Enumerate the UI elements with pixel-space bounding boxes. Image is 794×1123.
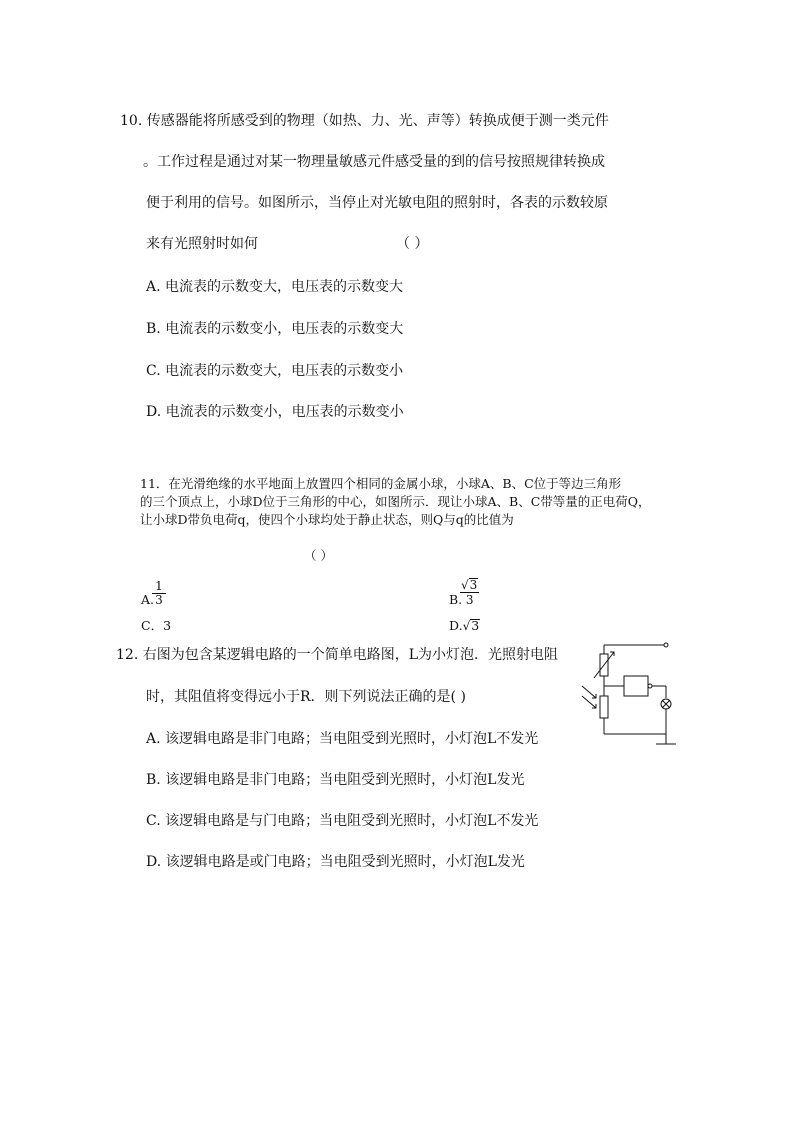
q11-option-b-label: B. xyxy=(449,592,463,607)
q10-option-a: A. 电流表的示数变大，电压表的示数变大 xyxy=(146,279,404,295)
sqrt-radicand: 3 xyxy=(469,578,478,592)
q10-line-4: 来有光照射时如何 xyxy=(146,236,258,252)
q10-option-c: C. 电流表的示数变大，电压表的示数变小 xyxy=(146,363,404,379)
sqrt-symbol: √ xyxy=(461,578,469,592)
fraction-numerator xyxy=(460,578,479,593)
q10-answer-bracket: （ ） xyxy=(396,236,429,252)
variable-arrow xyxy=(594,652,614,678)
q11-line-2: 的三个顶点上，小球D位于三角形的中心，如图所示．现让小球A、B、C带等量的正电荷Q， xyxy=(140,494,651,509)
q11-option-d xyxy=(449,618,480,634)
q10-line-3: 便于利用的信号。如图所示，当停止对光敏电阻的照射时，各表的示数较原 xyxy=(146,195,608,211)
gate-output-bubble xyxy=(648,684,652,688)
q12-option-a: A. 该逻辑电路是非门电路；当电阻受到光照时，小灯泡L不发光 xyxy=(146,731,539,747)
fraction-denominator: 3 xyxy=(155,593,163,607)
sqrt-radicand: 3 xyxy=(471,618,480,633)
logic-gate xyxy=(624,676,648,696)
q11-line-1: 11．在光滑绝缘的水平地面上放置四个相同的金属小球，小球A、B、C位于等边三角形 xyxy=(140,476,622,491)
q11-option-c: C．3 xyxy=(141,618,172,633)
q12-option-d: D. 该逻辑电路是或门电路；当电阻受到光照时，小灯泡L发光 xyxy=(146,854,525,870)
q12-line-2: 时，其阻值将变得远小于R．则下列说法正确的是( ) xyxy=(146,689,466,705)
sqrt-symbol: √ xyxy=(462,619,471,633)
photoresistor xyxy=(600,696,608,718)
logic-circuit-diagram xyxy=(570,640,680,755)
q10-option-d: D. 电流表的示数变小，电压表的示数变小 xyxy=(146,404,404,420)
q11-answer-bracket: （ ） xyxy=(304,548,333,563)
light-arrow-1 xyxy=(582,686,596,698)
fraction-denominator: 3 xyxy=(465,593,474,607)
q12-option-c: C. 该逻辑电路是与门电路；当电阻受到光照时，小灯泡L不发光 xyxy=(146,813,539,829)
q10-line-1: 10. 传感器能将所感受到的物理（如热、力、光、声等）转换成便于测一类元件 xyxy=(120,113,609,129)
q12-line-1: 12. 右图为包含某逻辑电路的一个简单电路图，L为小灯泡．光照射电阻 xyxy=(116,647,559,663)
q11-option-a-label: A. xyxy=(141,592,155,607)
q11-line-3: 让小球D带负电荷q，使四个小球均处于静止状态，则Q与q的比值为 xyxy=(140,512,514,527)
q11-option-a-fraction xyxy=(152,580,166,607)
q12-option-b: B. 该逻辑电路是非门电路；当电阻受到光照时，小灯泡L发光 xyxy=(146,772,525,788)
option-d-label: D. xyxy=(449,618,463,633)
q10-option-b: B. 电流表的示数变小，电压表的示数变大 xyxy=(146,321,404,337)
q10-line-2: 。工作过程是通过对某一物理量敏感元件感受量的到的信号按照规律转换成 xyxy=(143,154,605,170)
fraction-numerator: 1 xyxy=(152,580,166,594)
q11-option-b-fraction xyxy=(460,578,479,607)
supply-terminal xyxy=(664,643,668,647)
